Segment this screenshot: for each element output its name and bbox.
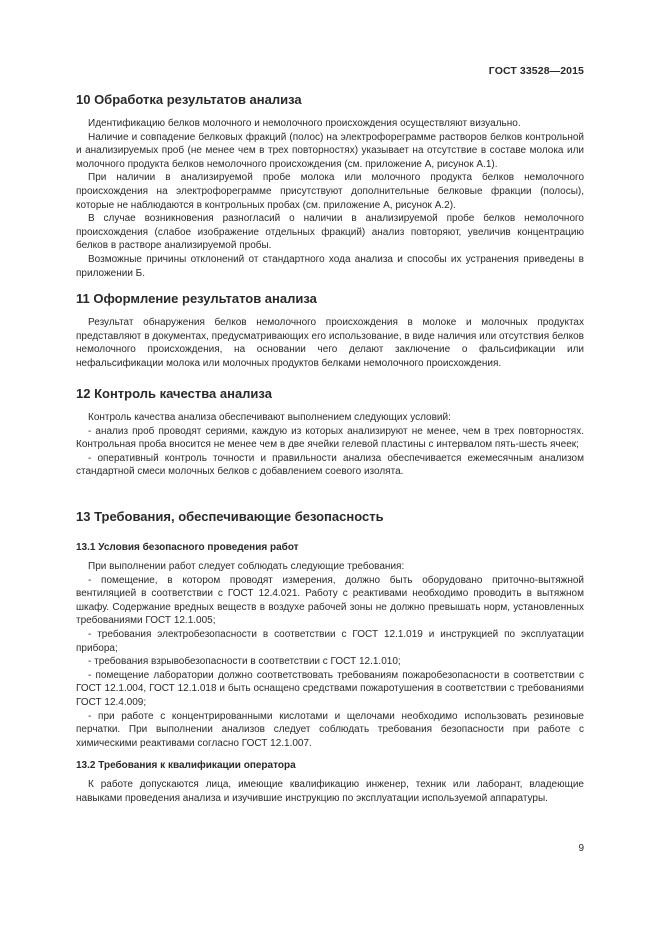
section-10-title: 10 Обработка результатов анализа: [76, 92, 302, 107]
section-11: [76, 291, 584, 370]
subsection-13-2-title: 13.2 Требования к квалификации оператора: [76, 760, 296, 772]
section-10: [76, 92, 584, 280]
paragraph: Результат обнаружения белков немолочного происхождения в молоке и молочных продуктах представляют в документах, предусматривающих его использование, в виде наличия или отсутствия белков немолочного происхождения, на основании чего делают заключение о фальсификации или нефальсификации молока или молочных продуктов белками немолочного происхождения.: [76, 317, 584, 369]
paragraph: - анализ проб проводят сериями, каждую из которых анализируют не менее, чем в трех повторностях. Контрольная проба вносится не менее чем в две ячейки гелевой пластины с интервалом пять-шесть ячеек;: [76, 425, 584, 451]
section-13-title: 13 Требования, обеспечивающие безопасность: [76, 509, 384, 524]
paragraph: - требования электробезопасности в соответствии с ГОСТ 12.1.019 и инструкцией по эксплуатации прибора;: [76, 628, 584, 654]
paragraph: При выполнении работ следует соблюдать следующие требования:: [88, 561, 405, 572]
paragraph: К работе допускаются лица, имеющие квалификацию инженер, техник или лаборант, владеющие навыками проведения анализа и изучившие инструкцию по эксплуатации используемой аппаратуры.: [76, 779, 584, 804]
paragraph: Наличие и совпадение белковых фракций (полос) на электрофореграмме растворов белков контрольной и анализируемых проб (не менее чем в трех повторностях) указывает на отсутствие в составе молока или молочного продукта белков немолочного происхождения (см. приложение А, рисунок А.1).: [76, 131, 584, 170]
paragraph: Контроль качества анализа обеспечивают выполнением следующих условий:: [88, 412, 451, 423]
paragraph: - помещение лаборатории должно соответствовать требованиям пожаробезопасности в соответствии с ГОСТ 12.1.004, ГОСТ 12.1.018 и быть оснащено средствами пожаротушения в соответствии с требованиями ГОСТ 12.4.009;: [76, 669, 584, 708]
section-12: [76, 386, 584, 479]
paragraph: Идентификацию белков молочного и немолочного происхождения осуществляют визуально.: [88, 118, 521, 129]
subsection-13-1-title: 13.1 Условия безопасного проведения работ: [76, 542, 299, 553]
paragraph: В случае возникновения разногласий о наличии в анализируемой пробе белков немолочного происхождения (слабое изображение отдельных фракций) анализ повторяют, увеличив концентрацию белков в растворе анализируемой пробы.: [76, 213, 584, 252]
paragraph: - помещение, в котором проводят измерения, должно быть оборудовано приточно-вытяжной вентиляцией в соответствии с ГОСТ 12.4.021. Работу с реактивами необходимо проводить в вытяжном шкафу. Содержание вредных веществ в воздухе рабочей зоны не должно превышать норм, установленных требованиями ГОСТ 12.1.005;: [76, 574, 584, 627]
paragraph: - требования взрывобезопасности в соответствии с ГОСТ 12.1.010;: [88, 656, 401, 668]
paragraph: Возможные причины отклонений от стандартного хода анализа и способы их устранения приведены в приложении Б.: [76, 253, 584, 279]
document-code: ГОСТ 33528—2015: [488, 65, 584, 77]
paragraph: При наличии в анализируемой пробе молока или молочного продукта белков немолочного происхождения на электрофореграмме присутствуют дополнительные белковые фракции (полосы), которые не наблюдаются в контрольных пробах (см. приложение А, рисунок А.2).: [76, 172, 584, 211]
paragraph: - оперативный контроль точности и правильности анализа обеспечивается ежемесячным анализом стандартной смеси молочных белков с добавлением соевого изолята.: [76, 452, 584, 478]
paragraph: - при работе с концентрированными кислотами и щелочами необходимо использовать резиновые перчатки. При выполнении анализов следует соблюдать требования безопасности при работе с химическими реактивами согласно ГОСТ 12.1.007.: [76, 710, 584, 749]
page-number: 9: [578, 843, 584, 854]
section-13: [76, 509, 584, 806]
section-12-title: 12 Контроль качества анализа: [76, 386, 272, 401]
section-11-title: 11 Оформление результатов анализа: [76, 291, 317, 306]
